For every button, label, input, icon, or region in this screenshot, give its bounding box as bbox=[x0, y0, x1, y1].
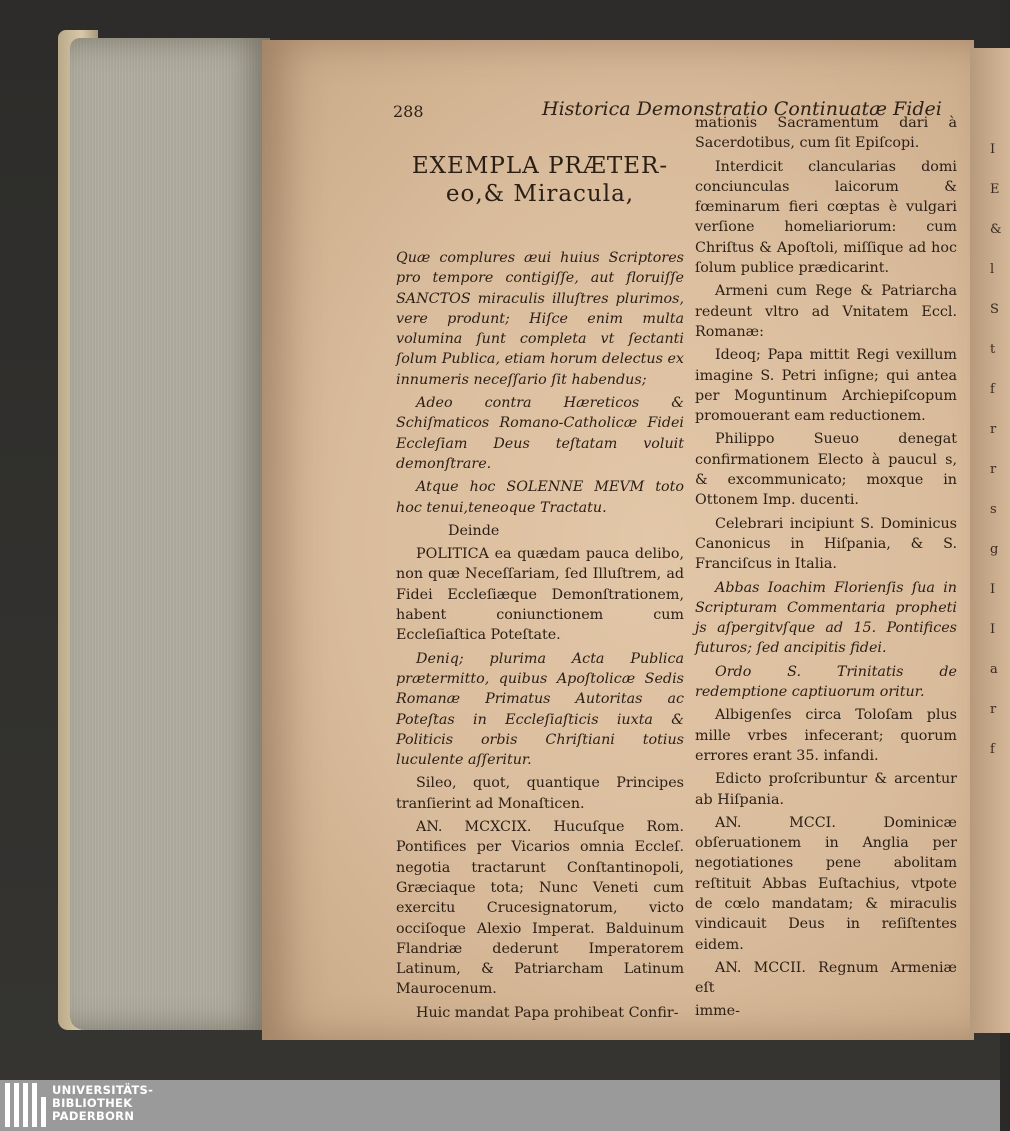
paragraph: Edicto proſcribuntur & arcentur ab Hiſpania. bbox=[695, 771, 957, 808]
library-footer bbox=[0, 1080, 1000, 1131]
left-column bbox=[396, 148, 684, 1026]
paragraph: AN. MCCI. Dominicæ obſeruationem in Anglia per negotiationes pene abolitam reſtituit Abbas Euſtachius, vtpote de cœlo mandatam; & miraculis vindicauit Deus in reſiſtentes eidem. bbox=[695, 814, 957, 953]
paragraph: Ideoq; Papa mittit Regi vexillum imagine S. Petri inſigne; qui antea per Moguntinum Archiepiſcopum promouerant eam reductionem. bbox=[695, 347, 957, 425]
paragraph: AN. MCXCIX. Hucuſque Rom. Pontifices per Vicarios omnia Eccleſ. negotia tractarunt Conſtantinopoli, Græciaque tota; Nunc Veneti cum exercitu Crucesignatorum, victo occiſoque Alexio Imperat. Balduinum Flandriæ dederunt Imperatorem Latinum, & Patriarcham Latinum Maurocenum. bbox=[396, 819, 684, 998]
paragraph: Armeni cum Rege & Patriarcha redeunt vltro ad Vnitatem Eccl. Romanæ: bbox=[695, 283, 957, 340]
paragraph: Deinde bbox=[448, 522, 500, 539]
right-page-letters: I E & l S t f r r s g I I a r f bbox=[990, 142, 1002, 757]
paragraph: Sileo, quot, quantique Principes tranſierint ad Monaſticen. bbox=[396, 775, 684, 812]
library-logo-icon bbox=[5, 1083, 45, 1127]
paragraph: AN. MCCII. Regnum Armeniæ eſt bbox=[695, 959, 957, 997]
right-column bbox=[695, 113, 957, 1025]
paragraph: Atque hoc SOLENNE MEVM toto hoc tenui,teneoque Tractatu. bbox=[396, 479, 684, 516]
paragraph: Interdicit clancularias domi conciunculas laicorum & fœminarum fieri cœptas è vulgari verſione homeliariorum: cum Chriſtus & Apoſtoli, miſſique ad hoc ſolum publice prædicarint. bbox=[695, 158, 957, 277]
paragraph: Albigenſes circa Toloſam plus mille vrbes infecerant; quorum errores erant 35. infandi. bbox=[695, 707, 957, 764]
library-name: UNIVERSITÄTS- BIBLIOTHEK PADERBORN bbox=[52, 1083, 154, 1123]
paragraph: Abbas Ioachim Florienſis ſua in Scripturam Commentaria propheti js aſpergitvſque ad 15. Pontifices futuros; ſed ancipitis fidei. bbox=[695, 579, 957, 657]
catchword: imme- bbox=[695, 1003, 740, 1020]
paragraph: Adeo contra Hæreticos & Schiſmaticos Romano-Catholicæ Fidei Eccleſiam Deus teſtatam voluit demonſtrare. bbox=[396, 395, 684, 472]
section-heading: EXEMPLA PRÆTER- eo,& Miracula, bbox=[411, 153, 669, 207]
paragraph: Philippo Sueuo denegat confirmationem Electo à paucul s, & excommunicato; moxque in Ottonem Imp. ducenti. bbox=[695, 431, 957, 509]
paragraph: Huic mandat Papa prohibeat Confir- bbox=[416, 1004, 679, 1021]
page-block-edge bbox=[70, 38, 270, 1030]
paragraph: POLITICA ea quædam pauca delibo, non quæ Neceſſariam, ſed Illuſtrem, ad Fidei Eccleſiæque Demonſtrationem, habent coniunctionem cum Eccleſiaſtica Poteſtate. bbox=[396, 546, 684, 644]
running-head: Historica Demonstratio Continuatæ Fidei bbox=[542, 98, 942, 120]
paragraph: Deniq; plurima Acta Publica prætermitto, quibus Apoſtolicæ Sedis Romanæ Primatus Autoritas ac Poteſtas in Eccleſiaſticis iuxta & Politicis orbis Chriſtiani totius luculente aſſeritur. bbox=[396, 650, 684, 769]
paragraph: mationis Sacramentum dari à Sacerdotibus, cum ſit Epiſcopi. bbox=[695, 115, 957, 152]
paragraph: Ordo S. Trinitatis de redemptione captiuorum oritur. bbox=[695, 663, 957, 701]
paragraph: Celebrari incipiunt S. Dominicus Canonicus in Hiſpania, & S. Franciſcus in Italia. bbox=[695, 515, 957, 573]
paragraph: Quæ complures æui huius Scriptores pro tempore contigiſſe, aut floruiſſe SANCTOS miraculis illuſtres plurimos, vere produnt; Hiſce enim multa volumina ſunt completa vt ſectanti ſolum Publica, etiam horum delectus ex innumeris neceſſario ſit habendus; bbox=[396, 250, 684, 388]
page-number: 288 bbox=[393, 102, 424, 121]
